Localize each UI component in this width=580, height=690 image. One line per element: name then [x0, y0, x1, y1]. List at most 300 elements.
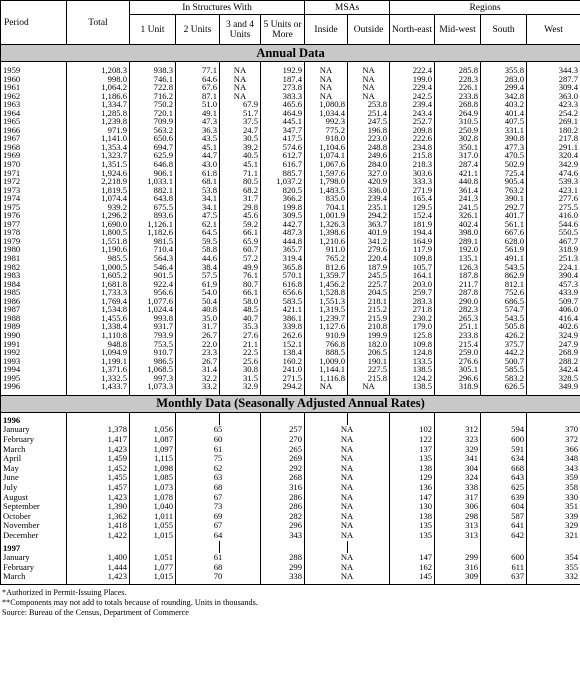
table-cell: 467.7	[527, 237, 580, 246]
table-cell: 45.1	[176, 143, 220, 152]
table-cell: NA	[348, 92, 390, 101]
empty-cell	[348, 541, 390, 554]
table-cell: NA	[305, 483, 390, 493]
empty-cell	[220, 412, 261, 425]
table-cell: 1,326.3	[305, 220, 348, 229]
table-cell: 282.3	[435, 305, 481, 314]
table-cell: 1,681.8	[67, 280, 130, 289]
table-row	[1, 531, 580, 541]
table-cell: 251.3	[527, 254, 580, 263]
table-cell: 440.8	[435, 177, 481, 186]
table-cell: 694.7	[130, 143, 176, 152]
table-cell: 179.0	[390, 322, 435, 331]
table-cell: 129	[390, 473, 435, 483]
table-cell: 234.8	[390, 143, 435, 152]
table-cell: 296	[261, 521, 305, 531]
table-cell: 164.1	[390, 271, 435, 280]
table-cell: 634	[481, 454, 527, 464]
table-cell: 21.1	[220, 340, 261, 349]
table-cell: 26.7	[176, 357, 220, 366]
table-cell: 58.8	[176, 245, 220, 254]
table-cell: 1,323.7	[67, 151, 130, 160]
table-cell: 299	[435, 553, 481, 563]
table-cell: 1,034.4	[305, 109, 348, 118]
table-cell: 1,800.5	[67, 228, 130, 237]
table-cell: NA	[220, 75, 261, 84]
table-cell: 370	[527, 425, 580, 435]
table-cell: 117.9	[390, 245, 435, 254]
table-cell: 133.5	[390, 357, 435, 366]
table-cell: 643	[481, 473, 527, 483]
table-cell: 49.1	[176, 109, 220, 118]
table-cell: 1994	[1, 365, 67, 374]
table-cell: 318.9	[435, 382, 481, 395]
table-cell: 366	[527, 445, 580, 455]
table-cell: 1,067.6	[305, 160, 348, 169]
table-cell: 1,186.6	[67, 92, 130, 101]
table-cell: 1,423	[67, 445, 130, 455]
table-cell: 1983	[1, 271, 67, 280]
table-cell: 1,199.1	[67, 357, 130, 366]
table-cell: 1961	[1, 83, 67, 92]
table-cell: 109.8	[390, 254, 435, 263]
table-cell: 299	[261, 563, 305, 573]
table-row	[1, 382, 580, 395]
table-cell: 204.5	[348, 288, 390, 297]
table-cell: 227.5	[348, 365, 390, 374]
table-cell: 316	[261, 483, 305, 493]
table-cell: 585.5	[481, 365, 527, 374]
table-cell: 285.8	[435, 62, 481, 75]
table-cell: 271.8	[390, 305, 435, 314]
table-row	[1, 62, 580, 75]
table-cell: 223.0	[348, 134, 390, 143]
table-cell: 284.0	[348, 160, 390, 169]
table-cell: 135.1	[435, 254, 481, 263]
table-cell: 273.8	[261, 83, 305, 92]
table-cell: 124.2	[390, 374, 435, 383]
table-cell: 505.8	[481, 322, 527, 331]
table-cell: NA	[305, 502, 390, 512]
table-cell: 27.6	[220, 331, 261, 340]
table-cell: 539.3	[527, 177, 580, 186]
table-cell: 901.5	[130, 271, 176, 280]
table-cell: 464.9	[261, 109, 305, 118]
table-cell: 366.2	[261, 194, 305, 203]
table-cell: 136	[390, 483, 435, 493]
table-cell: 675.5	[130, 203, 176, 212]
header-three-four-units: 3 and 4 Units	[220, 15, 261, 45]
table-cell: 626.5	[481, 382, 527, 395]
table-cell: 323	[435, 435, 481, 445]
table-cell: 390.1	[481, 194, 527, 203]
table-cell: 406.0	[527, 305, 580, 314]
table-cell: 109.8	[390, 340, 435, 349]
table-cell: 138	[390, 464, 435, 474]
table-cell: 401.4	[481, 109, 527, 118]
table-cell: 1985	[1, 288, 67, 297]
table-cell: 253.8	[348, 100, 390, 109]
monthly-data-body	[1, 412, 580, 584]
table-cell: 76.1	[220, 271, 261, 280]
table-cell: 600	[481, 553, 527, 563]
table-cell: 351	[527, 502, 580, 512]
table-cell: 34.1	[176, 203, 220, 212]
table-cell: 138.5	[390, 365, 435, 374]
table-cell: 31.4	[176, 365, 220, 374]
table-cell: 215.8	[390, 151, 435, 160]
table-cell: 628.0	[481, 237, 527, 246]
table-cell: 336.0	[348, 186, 390, 195]
table-cell: 390.8	[481, 134, 527, 143]
header-one-unit: 1 Unit	[130, 15, 176, 45]
table-cell: 245.5	[348, 271, 390, 280]
table-cell: 226.1	[435, 83, 481, 92]
table-cell: 39.2	[220, 143, 261, 152]
table-cell: 641	[481, 521, 527, 531]
table-cell: 1,064.2	[67, 83, 130, 92]
table-cell: 423.1	[527, 186, 580, 195]
table-cell: 1,141.0	[67, 134, 130, 143]
table-cell: 667.6	[481, 228, 527, 237]
empty-cell	[220, 541, 261, 554]
table-cell: 68.1	[176, 177, 220, 186]
table-cell: 254.2	[527, 109, 580, 118]
table-cell: 401.7	[481, 211, 527, 220]
table-cell: 1,126.1	[130, 220, 176, 229]
table-cell: 775.2	[305, 126, 348, 135]
table-cell: 152.4	[390, 211, 435, 220]
table-cell: 233.8	[435, 331, 481, 340]
table-cell: 287.4	[435, 160, 481, 169]
table-cell: 1,208.3	[67, 62, 130, 75]
table-cell: 600	[481, 435, 527, 445]
table-cell: 248.8	[348, 143, 390, 152]
section-annual-data: Annual Data	[1, 45, 580, 62]
table-cell: 54.0	[176, 288, 220, 297]
table-cell: NA	[305, 563, 390, 573]
table-cell: 1,116.8	[305, 374, 348, 383]
table-cell: 1,528.8	[305, 288, 348, 297]
table-cell: 426.2	[481, 331, 527, 340]
table-cell: 1,597.6	[305, 169, 348, 178]
table-cell: 233.8	[435, 92, 481, 101]
table-cell: 637	[481, 572, 527, 584]
table-cell: 264.9	[435, 109, 481, 118]
table-cell: 64.6	[176, 75, 220, 84]
table-cell: 68	[176, 483, 261, 493]
table-cell: 288.2	[527, 357, 580, 366]
table-cell: 910.7	[130, 348, 176, 357]
table-cell: 1996	[1, 382, 67, 395]
table-cell: 135	[390, 531, 435, 541]
table-cell: 793.9	[130, 331, 176, 340]
table-cell: 211.7	[435, 280, 481, 289]
table-cell: 126.3	[435, 263, 481, 272]
table-cell: 1,334.7	[67, 100, 130, 109]
table-cell: 457.3	[527, 280, 580, 289]
table-cell: 241.0	[261, 365, 305, 374]
table-cell: 291.1	[527, 143, 580, 152]
table-cell: 317	[435, 493, 481, 503]
table-cell: 487.3	[261, 228, 305, 237]
table-cell: 69	[176, 512, 261, 522]
table-cell: 906.1	[130, 169, 176, 178]
table-cell: 87.1	[176, 92, 220, 101]
table-cell: 287.8	[435, 288, 481, 297]
table-cell: 320.4	[527, 151, 580, 160]
table-cell: 561.1	[481, 220, 527, 229]
table-cell: 309	[435, 572, 481, 584]
table-cell: 1966	[1, 126, 67, 135]
table-cell: 51.7	[220, 109, 261, 118]
table-cell: 421.1	[435, 169, 481, 178]
table-cell: 474.6	[527, 169, 580, 178]
table-cell: 31.7	[220, 194, 261, 203]
table-cell: 612.7	[261, 151, 305, 160]
table-cell: 1,094.9	[67, 348, 130, 357]
table-cell: 604	[481, 502, 527, 512]
table-cell: 1,400	[67, 553, 130, 563]
table-cell: 38.4	[176, 263, 220, 272]
table-cell: 1,210.6	[305, 237, 348, 246]
table-cell: 187.9	[348, 263, 390, 272]
table-cell: 57.5	[176, 271, 220, 280]
table-cell: 1,551.3	[305, 297, 348, 306]
table-cell: 342.9	[527, 160, 580, 169]
source-note: Source: Bureau of the Census, Department of Commerce	[2, 607, 189, 617]
table-cell: 269.1	[527, 117, 580, 126]
table-cell: 65.9	[220, 237, 261, 246]
table-cell: 122	[390, 435, 435, 445]
table-cell: 574.7	[481, 305, 527, 314]
table-cell: 130	[390, 502, 435, 512]
table-cell: 43.5	[176, 134, 220, 143]
table-cell: 199.8	[261, 203, 305, 212]
table-cell: 192.9	[261, 62, 305, 75]
table-cell: 287.7	[527, 75, 580, 84]
table-cell: 639	[481, 493, 527, 503]
header-northeast: North-east	[390, 15, 435, 45]
table-cell: 1,456.2	[305, 280, 348, 289]
table-cell: 1,104.6	[305, 143, 348, 152]
table-cell: 1978	[1, 228, 67, 237]
table-cell: 359	[527, 473, 580, 483]
table-cell: 997.3	[130, 374, 176, 383]
table-cell: 1,359.7	[305, 271, 348, 280]
table-cell: March	[1, 572, 67, 584]
table-cell: 215.8	[348, 374, 390, 383]
table-cell: NA	[305, 425, 390, 435]
table-cell: 60.7	[220, 245, 261, 254]
table-cell: 1970	[1, 160, 67, 169]
table-cell: 44.7	[176, 151, 220, 160]
table-cell: 251.4	[348, 109, 390, 118]
table-cell: 1,074.1	[305, 151, 348, 160]
table-cell: 561.9	[481, 245, 527, 254]
table-cell: 835.0	[305, 194, 348, 203]
table-cell: 228.3	[435, 75, 481, 84]
table-cell: 206.5	[348, 348, 390, 357]
table-cell: 1,319.5	[305, 305, 348, 314]
table-cell: 1964	[1, 109, 67, 118]
table-cell: 303.6	[390, 169, 435, 178]
table-cell: 885.7	[261, 169, 305, 178]
table-cell: 1976	[1, 211, 67, 220]
table-cell: June	[1, 473, 67, 483]
table-cell: 145	[390, 572, 435, 584]
table-cell: 268	[261, 473, 305, 483]
table-cell: 230.2	[390, 314, 435, 323]
table-cell: 324.9	[527, 331, 580, 340]
table-cell: 160.2	[261, 357, 305, 366]
table-cell: 288	[261, 553, 305, 563]
table-cell: 30.5	[220, 134, 261, 143]
table-cell: 250.9	[435, 126, 481, 135]
table-cell: 58.0	[220, 297, 261, 306]
table-cell: 709.9	[130, 117, 176, 126]
table-cell: 32.9	[220, 382, 261, 395]
table-cell: 35.3	[220, 322, 261, 331]
table-cell: 1,534.8	[67, 305, 130, 314]
table-cell: 587	[481, 512, 527, 522]
table-cell: 1,417	[67, 435, 130, 445]
table-cell: 321	[527, 531, 580, 541]
table-cell: 249.6	[348, 151, 390, 160]
table-cell: 611	[481, 563, 527, 573]
table-cell: 1,798.0	[305, 177, 348, 186]
table-cell: 138	[390, 512, 435, 522]
table-cell: 365.7	[261, 245, 305, 254]
table-cell: 62.1	[176, 220, 220, 229]
table-cell: October	[1, 512, 67, 522]
table-cell: 347.7	[261, 126, 305, 135]
table-cell: 725.4	[481, 169, 527, 178]
table-cell: 1,459	[67, 454, 130, 464]
table-cell: 1,733.3	[67, 288, 130, 297]
table-cell: 1992	[1, 348, 67, 357]
table-cell: 1,040	[130, 502, 176, 512]
table-cell: 124.8	[390, 348, 435, 357]
table-cell: 1,144.1	[305, 365, 348, 374]
table-cell: 938.3	[130, 62, 176, 75]
table-cell: 342.8	[481, 92, 527, 101]
table-cell: 1991	[1, 340, 67, 349]
table-cell: 433.9	[527, 288, 580, 297]
table-cell: NA	[220, 92, 261, 101]
table-cell: 316	[435, 563, 481, 573]
table-cell: 259.0	[435, 348, 481, 357]
table-cell: 746.1	[130, 75, 176, 84]
table-cell: 105.7	[390, 263, 435, 272]
table-cell: 102	[390, 425, 435, 435]
table-cell: 564.3	[130, 254, 176, 263]
table-cell: NA	[305, 435, 390, 445]
table-cell: 1,015	[130, 531, 176, 541]
annual-data-body	[1, 62, 580, 396]
table-cell: December	[1, 531, 67, 541]
table-cell: 1986	[1, 297, 67, 306]
table-cell: 64.5	[176, 228, 220, 237]
table-cell: 1,009.0	[305, 357, 348, 366]
table-cell: 491.1	[481, 254, 527, 263]
table-cell: 327.0	[348, 169, 390, 178]
table-cell: 1,110.8	[67, 331, 130, 340]
table-cell: 290.0	[435, 297, 481, 306]
table-cell: 570.1	[261, 271, 305, 280]
table-cell: 339	[527, 512, 580, 522]
table-cell: 417.5	[261, 134, 305, 143]
table-cell: 1988	[1, 314, 67, 323]
table-cell: 1981	[1, 254, 67, 263]
table-cell: 1,924.6	[67, 169, 130, 178]
table-cell: 68.2	[220, 186, 261, 195]
table-cell: 563.2	[130, 126, 176, 135]
header-five-units: 5 Units or More	[261, 15, 305, 45]
table-cell: NA	[305, 553, 390, 563]
header-midwest: Mid-west	[435, 15, 481, 45]
table-cell: 763.2	[481, 186, 527, 195]
table-cell: 1,074.4	[67, 194, 130, 203]
table-cell: 402.4	[435, 220, 481, 229]
table-cell: 269	[261, 454, 305, 464]
table-cell: 643.8	[130, 194, 176, 203]
table-cell: 350.1	[435, 143, 481, 152]
table-cell: 203.0	[390, 280, 435, 289]
table-cell: 64	[176, 531, 261, 541]
table-cell: 40.8	[176, 305, 220, 314]
table-cell: 812.6	[305, 263, 348, 272]
table-cell: 319.4	[261, 254, 305, 263]
table-cell: 68	[176, 563, 261, 573]
table-cell: 343	[261, 531, 305, 541]
table-cell: 420.9	[348, 177, 390, 186]
table-cell: 331.1	[481, 126, 527, 135]
table-cell: 1,433.7	[67, 382, 130, 395]
table-cell: 277.6	[527, 194, 580, 203]
table-cell: 1,452	[67, 464, 130, 474]
table-cell: 215.2	[348, 305, 390, 314]
table-cell: March	[1, 445, 67, 455]
table-cell: 820.5	[261, 186, 305, 195]
table-cell: 71.1	[220, 169, 261, 178]
table-cell: 63	[176, 473, 261, 483]
table-cell: 75	[176, 454, 261, 464]
table-cell: 1,769.4	[67, 297, 130, 306]
table-cell: February	[1, 563, 67, 573]
table-cell: 583.5	[261, 297, 305, 306]
table-cell: 1990	[1, 331, 67, 340]
table-cell: 338	[435, 483, 481, 493]
table-cell: 1989	[1, 322, 67, 331]
table-cell: 1,390	[67, 502, 130, 512]
table-cell: 34.1	[176, 194, 220, 203]
table-cell: 313	[435, 531, 481, 541]
table-cell: 30.8	[220, 365, 261, 374]
table-cell: 341	[435, 454, 481, 464]
table-cell: 25.6	[220, 357, 261, 366]
table-cell: 257	[261, 425, 305, 435]
table-cell: 324	[435, 473, 481, 483]
table-cell: NA	[305, 531, 390, 541]
table-cell: 1,551.8	[67, 237, 130, 246]
table-cell: 1,338.4	[67, 322, 130, 331]
table-cell: 1987	[1, 305, 67, 314]
table-cell: 328.5	[527, 374, 580, 383]
table-cell: 268.8	[435, 100, 481, 109]
table-cell: 1,332.5	[67, 374, 130, 383]
table-cell: 1972	[1, 177, 67, 186]
